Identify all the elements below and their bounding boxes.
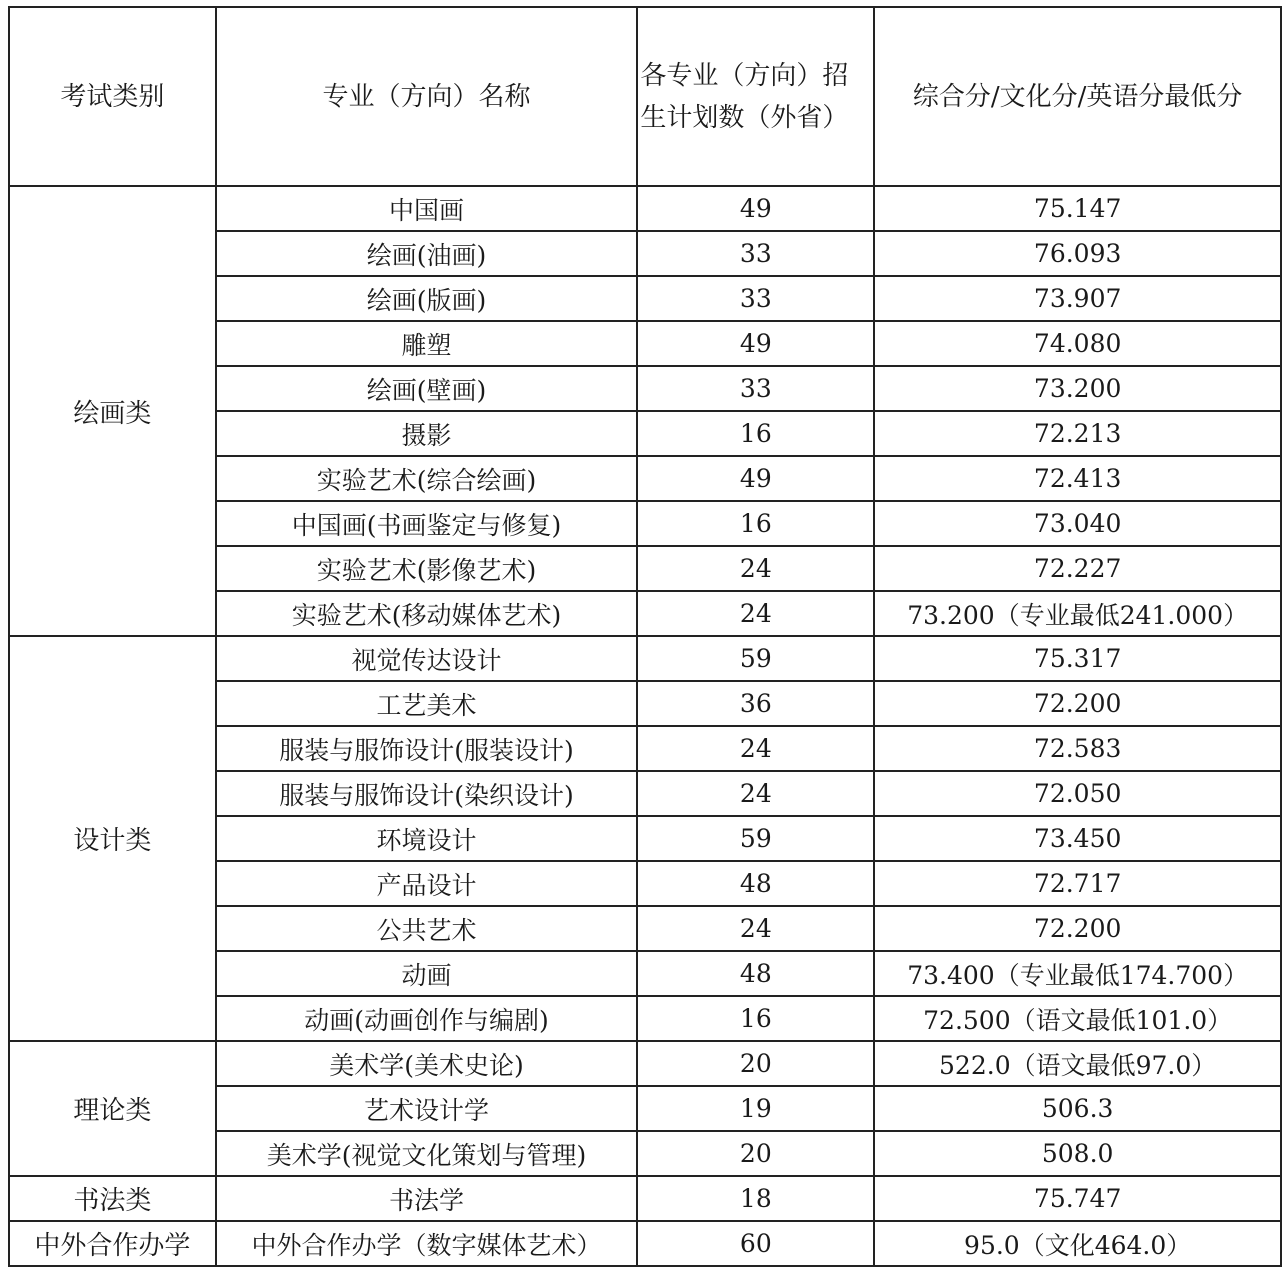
enrollment-plan-cell: 16 [637, 411, 874, 456]
min-score-cell: 73.200 [874, 366, 1281, 411]
min-score-cell: 72.200 [874, 681, 1281, 726]
major-name-cell: 绘画(版画) [216, 276, 638, 321]
min-score-cell: 73.450 [874, 816, 1281, 861]
enrollment-plan-cell: 60 [637, 1221, 874, 1266]
major-name-cell: 公共艺术 [216, 906, 638, 951]
admission-score-table [8, 6, 1282, 1267]
exam-category-cell: 理论类 [9, 1041, 216, 1176]
exam-category-cell: 书法类 [9, 1176, 216, 1221]
header-min-score: 综合分/文化分/英语分最低分 [874, 7, 1281, 186]
header-major-name: 专业（方向）名称 [216, 7, 638, 186]
min-score-cell: 73.400（专业最低174.700） [874, 951, 1281, 996]
min-score-cell: 72.213 [874, 411, 1281, 456]
major-name-cell: 服装与服饰设计(服装设计) [216, 726, 638, 771]
enrollment-plan-cell: 19 [637, 1086, 874, 1131]
enrollment-plan-cell: 33 [637, 276, 874, 321]
major-name-cell: 产品设计 [216, 861, 638, 906]
min-score-cell: 508.0 [874, 1131, 1281, 1176]
major-name-cell: 绘画(壁画) [216, 366, 638, 411]
major-name-cell: 服装与服饰设计(染织设计) [216, 771, 638, 816]
min-score-cell: 75.747 [874, 1176, 1281, 1221]
major-name-cell: 雕塑 [216, 321, 638, 366]
enrollment-plan-cell: 49 [637, 456, 874, 501]
major-name-cell: 实验艺术(影像艺术) [216, 546, 638, 591]
enrollment-plan-cell: 48 [637, 861, 874, 906]
enrollment-plan-cell: 24 [637, 771, 874, 816]
enrollment-plan-cell: 48 [637, 951, 874, 996]
table-body [9, 186, 1281, 1266]
enrollment-plan-cell: 59 [637, 636, 874, 681]
major-name-cell: 环境设计 [216, 816, 638, 861]
min-score-cell: 72.200 [874, 906, 1281, 951]
min-score-cell: 72.050 [874, 771, 1281, 816]
table-row [9, 1041, 1281, 1086]
min-score-cell: 506.3 [874, 1086, 1281, 1131]
enrollment-plan-cell: 49 [637, 186, 874, 231]
min-score-cell: 73.907 [874, 276, 1281, 321]
min-score-cell: 73.040 [874, 501, 1281, 546]
enrollment-plan-cell: 33 [637, 366, 874, 411]
header-exam-category: 考试类别 [9, 7, 216, 186]
min-score-cell: 73.200（专业最低241.000） [874, 591, 1281, 636]
enrollment-plan-cell: 59 [637, 816, 874, 861]
major-name-cell: 实验艺术(移动媒体艺术) [216, 591, 638, 636]
major-name-cell: 中国画(书画鉴定与修复) [216, 501, 638, 546]
min-score-cell: 74.080 [874, 321, 1281, 366]
min-score-cell: 95.0（文化464.0） [874, 1221, 1281, 1266]
table-row [9, 186, 1281, 231]
enrollment-plan-cell: 49 [637, 321, 874, 366]
exam-category-cell: 设计类 [9, 636, 216, 1041]
major-name-cell: 摄影 [216, 411, 638, 456]
enrollment-plan-cell: 24 [637, 726, 874, 771]
major-name-cell: 实验艺术(综合绘画) [216, 456, 638, 501]
table-row [9, 1176, 1281, 1221]
enrollment-plan-cell: 16 [637, 501, 874, 546]
enrollment-plan-cell: 36 [637, 681, 874, 726]
min-score-cell: 72.500（语文最低101.0） [874, 996, 1281, 1041]
min-score-cell: 72.413 [874, 456, 1281, 501]
min-score-cell: 72.583 [874, 726, 1281, 771]
major-name-cell: 动画 [216, 951, 638, 996]
enrollment-plan-cell: 24 [637, 546, 874, 591]
enrollment-plan-cell: 20 [637, 1131, 874, 1176]
major-name-cell: 中国画 [216, 186, 638, 231]
major-name-cell: 动画(动画创作与编剧) [216, 996, 638, 1041]
major-name-cell: 美术学(美术史论) [216, 1041, 638, 1086]
enrollment-plan-cell: 33 [637, 231, 874, 276]
enrollment-plan-cell: 16 [637, 996, 874, 1041]
min-score-cell: 75.147 [874, 186, 1281, 231]
min-score-cell: 72.227 [874, 546, 1281, 591]
major-name-cell: 美术学(视觉文化策划与管理) [216, 1131, 638, 1176]
major-name-cell: 艺术设计学 [216, 1086, 638, 1131]
major-name-cell: 视觉传达设计 [216, 636, 638, 681]
min-score-cell: 76.093 [874, 231, 1281, 276]
header-row [9, 7, 1281, 186]
major-name-cell: 中外合作办学（数字媒体艺术） [216, 1221, 638, 1266]
major-name-cell: 工艺美术 [216, 681, 638, 726]
major-name-cell: 绘画(油画) [216, 231, 638, 276]
enrollment-plan-cell: 18 [637, 1176, 874, 1221]
exam-category-cell: 中外合作办学 [9, 1221, 216, 1266]
enrollment-plan-cell: 24 [637, 591, 874, 636]
min-score-cell: 72.717 [874, 861, 1281, 906]
min-score-cell: 522.0（语文最低97.0） [874, 1041, 1281, 1086]
exam-category-cell: 绘画类 [9, 186, 216, 636]
min-score-cell: 75.317 [874, 636, 1281, 681]
table-row [9, 1221, 1281, 1266]
enrollment-plan-cell: 20 [637, 1041, 874, 1086]
major-name-cell: 书法学 [216, 1176, 638, 1221]
header-enrollment-plan: 各专业（方向）招生计划数（外省） [637, 7, 874, 186]
enrollment-plan-cell: 24 [637, 906, 874, 951]
table-row [9, 636, 1281, 681]
